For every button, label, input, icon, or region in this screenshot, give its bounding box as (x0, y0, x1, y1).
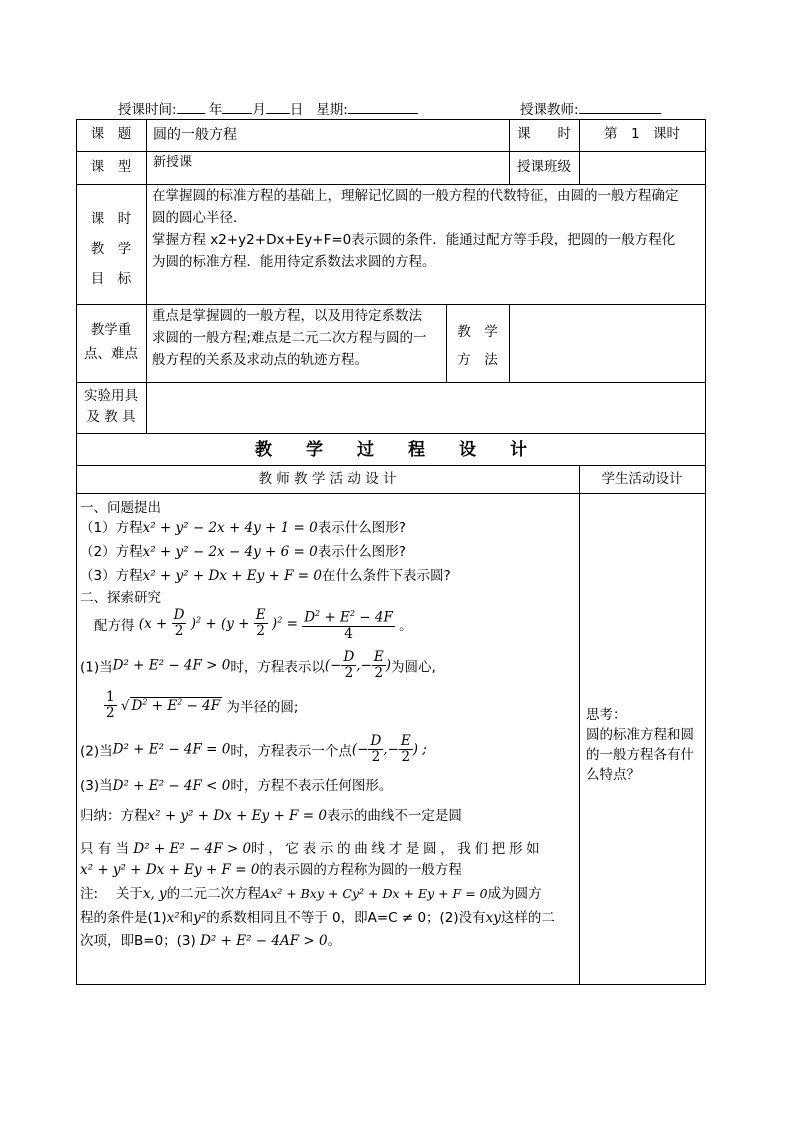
note-prefix: 注: 关于 (80, 886, 143, 902)
note-line-3 (80, 929, 341, 949)
student-notes (586, 705, 704, 785)
summary-prefix: 归纳：方程 (80, 808, 148, 824)
method-value-field[interactable] (510, 305, 704, 381)
objective-label (76, 204, 146, 294)
formula-fraction-e: $\frac{E}{2}$ (255, 607, 266, 640)
definition-line-2 (80, 858, 462, 878)
formula-fraction-d: $\frac{D}{2}$ (173, 607, 185, 640)
class-label: 授课班级 (517, 159, 571, 175)
equipment-label-line: 实验用具 (84, 388, 138, 404)
point-fraction-e: $\frac{E}{2}$ (400, 733, 411, 765)
section-problem-title: 一、问题提出 (80, 500, 161, 516)
equipment-label-line: 及 教 具 (86, 409, 136, 425)
note2-y: y² (193, 910, 207, 926)
note2-middle: 的系数相同且不等于 0，即A=C ≠ 0；(2)没有 (206, 910, 486, 926)
key-label-line: 点、难点 (84, 346, 138, 362)
equipment-label (76, 386, 146, 428)
objective-text (152, 185, 704, 273)
day-label: 日 (289, 102, 304, 118)
point-fraction-d: $\frac{D}{2}$ (370, 733, 382, 765)
student-note-line: 的一般方程各有什 (586, 747, 694, 763)
definition-prefix: 只 有 当 (80, 841, 130, 857)
note2-x: x² (166, 910, 180, 926)
method-label-line: 教 学 (457, 324, 498, 340)
note-suffix: 成为圆方 (487, 886, 542, 902)
teacher-blank[interactable] (579, 101, 661, 114)
topic-value: 圆的一般方程 (153, 127, 237, 143)
q2-suffix: 表示什么图形? (317, 544, 406, 560)
key-text (152, 305, 446, 371)
type-label: 课 型 (90, 159, 132, 175)
student-activity-header: 学生活动设计 (601, 471, 683, 487)
q2-equation: x² + y² − 2x − 4y + 6 = 0 (142, 544, 318, 560)
student-note-line: 么特点？ (586, 767, 640, 783)
completing-square-line: 配方得 (x + $\frac{D}{2}$ )$^2$ + (y + $\frac{E}{2}$ )$^2$ = $\frac{D^2 + E^2 - 4F}{4}$ 。 (94, 607, 413, 642)
q2-prefix: （2）方程 (80, 544, 143, 560)
student-note-line: 圆的标准方程和圆 (586, 727, 694, 743)
case2-prefix: (2)当 (80, 743, 113, 760)
month-label: 月 (252, 102, 266, 118)
objective-label-line: 教 学 (90, 241, 132, 257)
case3-suffix: 时，方程不表示任何图形。 (230, 778, 393, 794)
q1-suffix: 表示什么图形? (317, 520, 406, 536)
key-line: 般方程的关系及求动点的轨迹方程。 (152, 352, 368, 368)
key-line: 求圆的一般方程;难点是二元二次方程与圆的一 (152, 330, 427, 346)
key-label-line: 教学重 (90, 322, 132, 338)
weekday-label: 星期: (316, 102, 348, 118)
objective-line: 圆的圆心半径． (152, 210, 247, 226)
period-value: 第 1 课时 (603, 126, 681, 142)
case2-condition: D² + E² − 4F = 0 (112, 741, 231, 758)
case3-condition: D² + E² − 4F < 0 (112, 778, 231, 794)
objective-label-line: 课 时 (90, 211, 132, 227)
equipment-value-field[interactable] (147, 383, 704, 432)
note-middle: 的二元二次方程 (166, 886, 262, 902)
summary-suffix: 表示的曲线不一定是圆 (326, 808, 462, 824)
question-3 (80, 564, 451, 584)
note-line-1 (80, 882, 542, 902)
objective-line: 掌握方程 x2+y2+Dx+Ey+F=0表示圆的条件．能通过配方等手段，把圆的一般方程化 (152, 232, 676, 248)
class-value-field[interactable] (580, 153, 704, 183)
method-label (446, 318, 509, 374)
objective-line: 为圆的标准方程．能用待定系数法求圆的方程。 (152, 254, 436, 270)
formula-fraction-rhs: $\frac{D^2 + E^2 - 4F}{4}$ (302, 606, 395, 642)
time-blank[interactable] (177, 101, 205, 114)
q1-prefix: （1）方程 (80, 520, 143, 536)
center-fraction-d: $\frac{D}{2}$ (343, 649, 355, 681)
definition-line-1 (80, 837, 539, 857)
note3-prefix: 次项，即B=0；(3) (80, 933, 196, 949)
q3-prefix: （3）方程 (80, 568, 143, 584)
case1-condition: D² + E² − 4F > 0 (112, 657, 231, 674)
case1-prefix: (1)当 (80, 659, 113, 676)
day-blank[interactable] (266, 101, 290, 114)
section-explore-title: 二、探索研究 (80, 590, 161, 606)
note3-equation: D² + E² − 4AF > 0 (200, 933, 328, 949)
objective-label-line: 目 标 (90, 271, 132, 287)
q3-suffix: 在什么条件下表示圆? (322, 568, 451, 584)
note-line-2 (80, 906, 555, 926)
question-1 (80, 516, 406, 536)
completing-square-label: 配方得 (94, 617, 135, 634)
weekday-blank[interactable] (348, 101, 418, 114)
teacher-activity-header: 教 师 教 学 活 动 设 计 (258, 471, 397, 487)
note-vars: x, y (142, 886, 167, 902)
definition-condition: D² + E² − 4F > 0 (133, 841, 252, 857)
note2-xy: xy (485, 910, 501, 926)
case-2: (2)当D² + E² − 4F = 0时，方程表示一个点(− $\frac{D}{2}$ ,− $\frac{E}{2}$ ) ; (80, 733, 427, 765)
note3-suffix: 。 (327, 933, 342, 949)
definition-end: 的表示圆的方程称为圆的一般方程 (259, 862, 462, 878)
case-3 (80, 774, 392, 794)
case2-middle: 时，方程表示一个点 (230, 743, 352, 760)
q1-equation: x² + y² − 2x + 4y + 1 = 0 (142, 520, 318, 536)
note2-prefix: 程的条件是(1) (80, 910, 167, 926)
type-value: 新授课 (153, 155, 193, 170)
case3-prefix: (3)当 (80, 778, 113, 794)
objective-line: 在掌握圆的标准方程的基础上，理解记忆圆的一般方程的代数特征，由圆的一般方程确定 (152, 188, 679, 204)
year-label: 年 (208, 102, 223, 118)
radius-half: $\frac{1}{2}$ (106, 689, 115, 721)
case1-middle: 时，方程表示以 (230, 659, 325, 676)
method-label-line: 方 法 (457, 352, 498, 368)
summary-equation: x² + y² + Dx + Ey + F = 0 (147, 808, 327, 824)
schedule-header (118, 98, 579, 118)
note-equation: Ax² + Bxy + Cy² + Dx + Ey + F = 0 (261, 886, 488, 901)
case1-suffix: 为圆心, (391, 659, 436, 676)
key-line: 重点是掌握圆的一般方程，以及用待定系数法 (152, 308, 422, 324)
case-1: (1)当D² + E² − 4F > 0时，方程表示以(− $\frac{D}{2}$ ,− $\frac{E}{2}$ )为圆心, (80, 649, 436, 681)
center-fraction-e: $\frac{E}{2}$ (373, 649, 384, 681)
definition-suffix: 时 ， 它 表 示 的 曲 线 才 是 圆 ， 我 们 把 形 如 (251, 841, 540, 857)
process-title: 教 学 过 程 设 计 (255, 440, 527, 460)
time-label: 授课时间: (118, 102, 177, 118)
general-equation: x² + y² + Dx + Ey + F = 0 (80, 862, 260, 878)
teacher-label: 授课教师: (520, 102, 579, 118)
key-label (76, 318, 146, 366)
summary-line (80, 804, 462, 824)
topic-label: 课 题 (90, 126, 132, 142)
question-2 (80, 540, 406, 560)
student-note-line: 思考： (586, 707, 627, 723)
note2-and: 和 (179, 910, 194, 926)
case1-radius-suffix: 为半径的圆; (226, 699, 299, 716)
period-label: 课 时 (517, 126, 571, 142)
note2-suffix: 这样的二 (500, 910, 555, 926)
q3-equation: x² + y² + Dx + Ey + F = 0 (142, 568, 323, 584)
case-1-radius: $\frac{1}{2}$ √ $D^2 + E^2 - 4F$ 为半径的圆; (106, 689, 299, 721)
month-blank[interactable] (222, 101, 252, 114)
